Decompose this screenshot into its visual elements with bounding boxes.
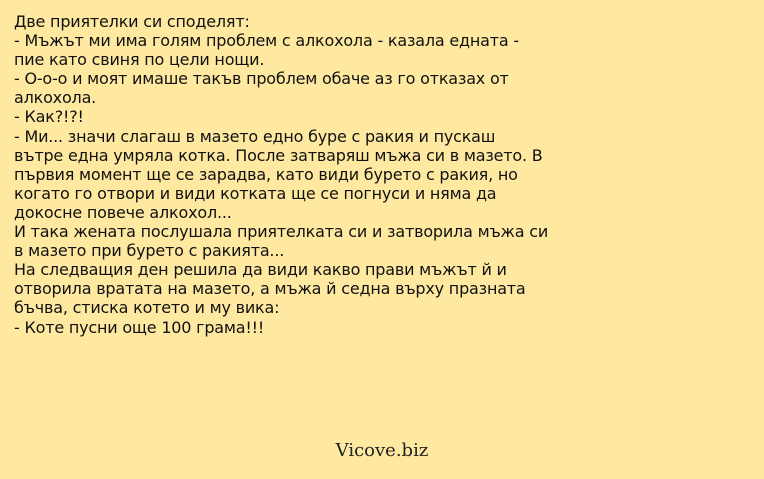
joke-line: - О-о-о и моят имаше такъв проблем обаче аз го отказах от xyxy=(14,69,509,89)
joke-line: отворила вратата на мазето, а мъжа й седна върху празната xyxy=(14,279,526,299)
joke-line: - Ми... значи слагаш в мазето едно буре с ракия и пускаш xyxy=(14,126,496,146)
joke-line: в мазето при бурето с ракията... xyxy=(14,241,285,261)
joke-line: И така жената послушала приятелката си и затворила мъжа си xyxy=(14,222,549,242)
joke-line: На следващия ден решила да види какво прави мъжът й и xyxy=(14,260,507,280)
joke-line: Две приятелки си споделят: xyxy=(14,12,250,31)
joke-line: - Как?!?! xyxy=(14,107,84,127)
joke-text xyxy=(14,12,614,337)
joke-line: - Коте пусни още 100 грама!!! xyxy=(14,317,265,337)
joke-line: вътре една умряла котка. После затваряш мъжа си в мазето. В xyxy=(14,145,543,165)
joke-line: пие като свиня по цели нощи. xyxy=(14,50,265,70)
joke-line: когато го отвори и види котката ще се погнуси и няма да xyxy=(14,183,497,203)
joke-line: алкохола. xyxy=(14,88,97,108)
site-watermark: Vicove.biz xyxy=(335,440,429,461)
joke-line: докосне повече алкохол... xyxy=(14,202,232,222)
joke-line: - Мъжът ми има голям проблем с алкохола - казала едната - xyxy=(14,31,519,51)
joke-line: първия момент ще се зарадва, като види бурето с ракия, но xyxy=(14,164,518,184)
joke-line: бъчва, стиска котето и му вика: xyxy=(14,298,280,318)
